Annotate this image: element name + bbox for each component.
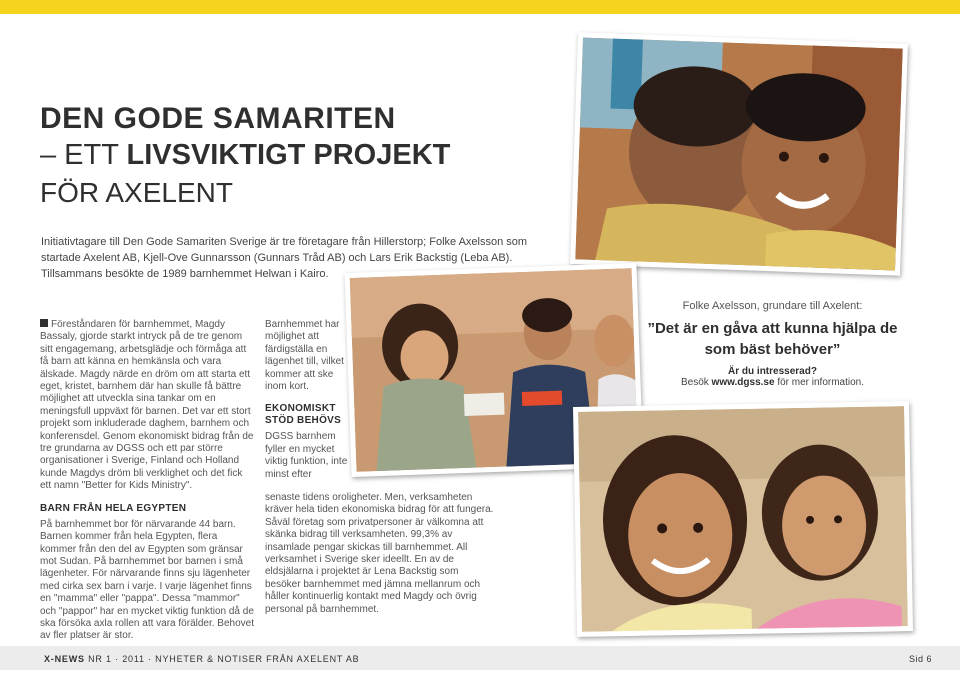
col2-paragraph-1: Barnhemmet har möjlighet att färdigställa en lägenhet till, vilket kommer att ske inom kort. — [265, 319, 344, 393]
footer-text — [44, 654, 359, 664]
title-dash: – ETT — [40, 139, 119, 171]
body-column-2 — [265, 319, 357, 481]
page-number: Sid 6 — [908, 654, 932, 664]
photo-smiling-girls — [573, 401, 913, 637]
quote-text: ”Det är en gåva att kunna hjälpa de som bäst behöver” — [647, 320, 898, 358]
photo-smiling-girls-image — [578, 406, 908, 632]
title-bold: LIVSVIKTIGT PROJEKT — [126, 139, 451, 171]
body-column-1 — [40, 319, 254, 643]
visit-post: för mer information. — [777, 377, 865, 388]
quote-caption: Folke Axelsson, grundare till Axelent: — [682, 300, 863, 312]
photo-boys-hugging — [570, 32, 908, 275]
dgss-link[interactable]: www.dgss.se — [711, 377, 775, 388]
body-column-3 — [265, 492, 495, 616]
bullet-square-icon — [40, 319, 48, 327]
pull-quote — [645, 300, 900, 388]
title-line-3: FÖR AXELENT — [40, 177, 233, 208]
intro-paragraph: Initiativtagare till Den Gode Samariten Sverige är tre företagare från Hillerstorp; Folke Axelsson som startade Axelent AB, Kjell-Ove Gunnarsson (Gunnars Tråd AB) och Lars Erik Backstig (Leba AB). Tillsammans besökte de 1989 barnhemmet Helwan i Kairo. — [41, 236, 528, 280]
title-line-1: DEN GODE SAMARITEN — [40, 102, 396, 135]
col1-paragraph-2: På barnhemmet bor för närvarande 44 barn. Barnen kommer från hela Egypten, flera kommer från den del av Egypten som gränsar mot Sudan. På barnhemmet bor barnen i små lägenheter. För närvarande finns sju lägenheter med cirka sex barn i varje. I varje lägenhet finns en "mamma" eller "pappa". Dessa "mammor" och "pappor" har en mycket viktig funktion då de ska försöka axla rollen att vara förälder. Behovet av fler platser är stor. — [40, 518, 255, 642]
col3-paragraph-1: senaste tidens oroligheter. Men, verksamheten kräver hela tiden ekonomiska bidrag för att fungera. Såväl företag som privatpersoner är välkomna att skänka bidrag till verksamheten. 99,3% av insamlade pengar skickas till barnhemmet. All verksamhet i Sverige sker ideellt. En av de eldsjälarna i projektet är Lena Backstig som besöker barnhemmet med jämna mellanrum och håller kontinuerlig kontakt med Magdy och övrig personal på barnhemmet. — [265, 492, 494, 615]
quote-question: Är du intresserad? — [728, 366, 817, 377]
visit-pre: Besök — [680, 377, 709, 388]
col2-paragraph-2: DGSS barnhem fyller en mycket viktig funktion, inte minst efter — [265, 431, 348, 480]
footer-issue: NR 1 · 2011 · NYHETER & NOTISER FRÅN AXELENT AB — [88, 654, 360, 664]
article-title — [40, 100, 560, 211]
top-accent-bar — [0, 0, 960, 14]
quote-visit — [645, 377, 900, 388]
footer-brand: X-NEWS — [44, 654, 85, 664]
col1-p1-text: Föreståndaren för barnhemmet, Magdy Bassaly, gjorde starkt intryck på de tre genom sitt engagemang, arbetsglädje och förmåga att få barn att känna en hemkänsla och vara älskade. Magdy närde en dröm om att starta ett eget, kristet, barnhem där han skulle få bättre möjlighet att utveckla sina tankar om en meningsfull uppväxt för barnen. Det var ett stort projekt som inkluderade daghem, barnhem och konferensdel. Genom ekonomiskt bidrag från de tre grundarna av DGSS och ett par större organisationer i Sverige, Finland och Holland kunde Magdys dröm bli verklighet och det fick ett namn "Better for Kids Ministry". — [40, 319, 254, 492]
col1-paragraph-1 — [40, 319, 254, 493]
subhead-barn: BARN FRÅN HELA EGYPTEN — [40, 502, 187, 514]
title-line-2 — [40, 137, 560, 174]
photo-boys-hugging-image — [575, 37, 903, 270]
subhead-ekonomiskt: EKONOMISKT STÖD BEHÖVS — [265, 403, 342, 427]
